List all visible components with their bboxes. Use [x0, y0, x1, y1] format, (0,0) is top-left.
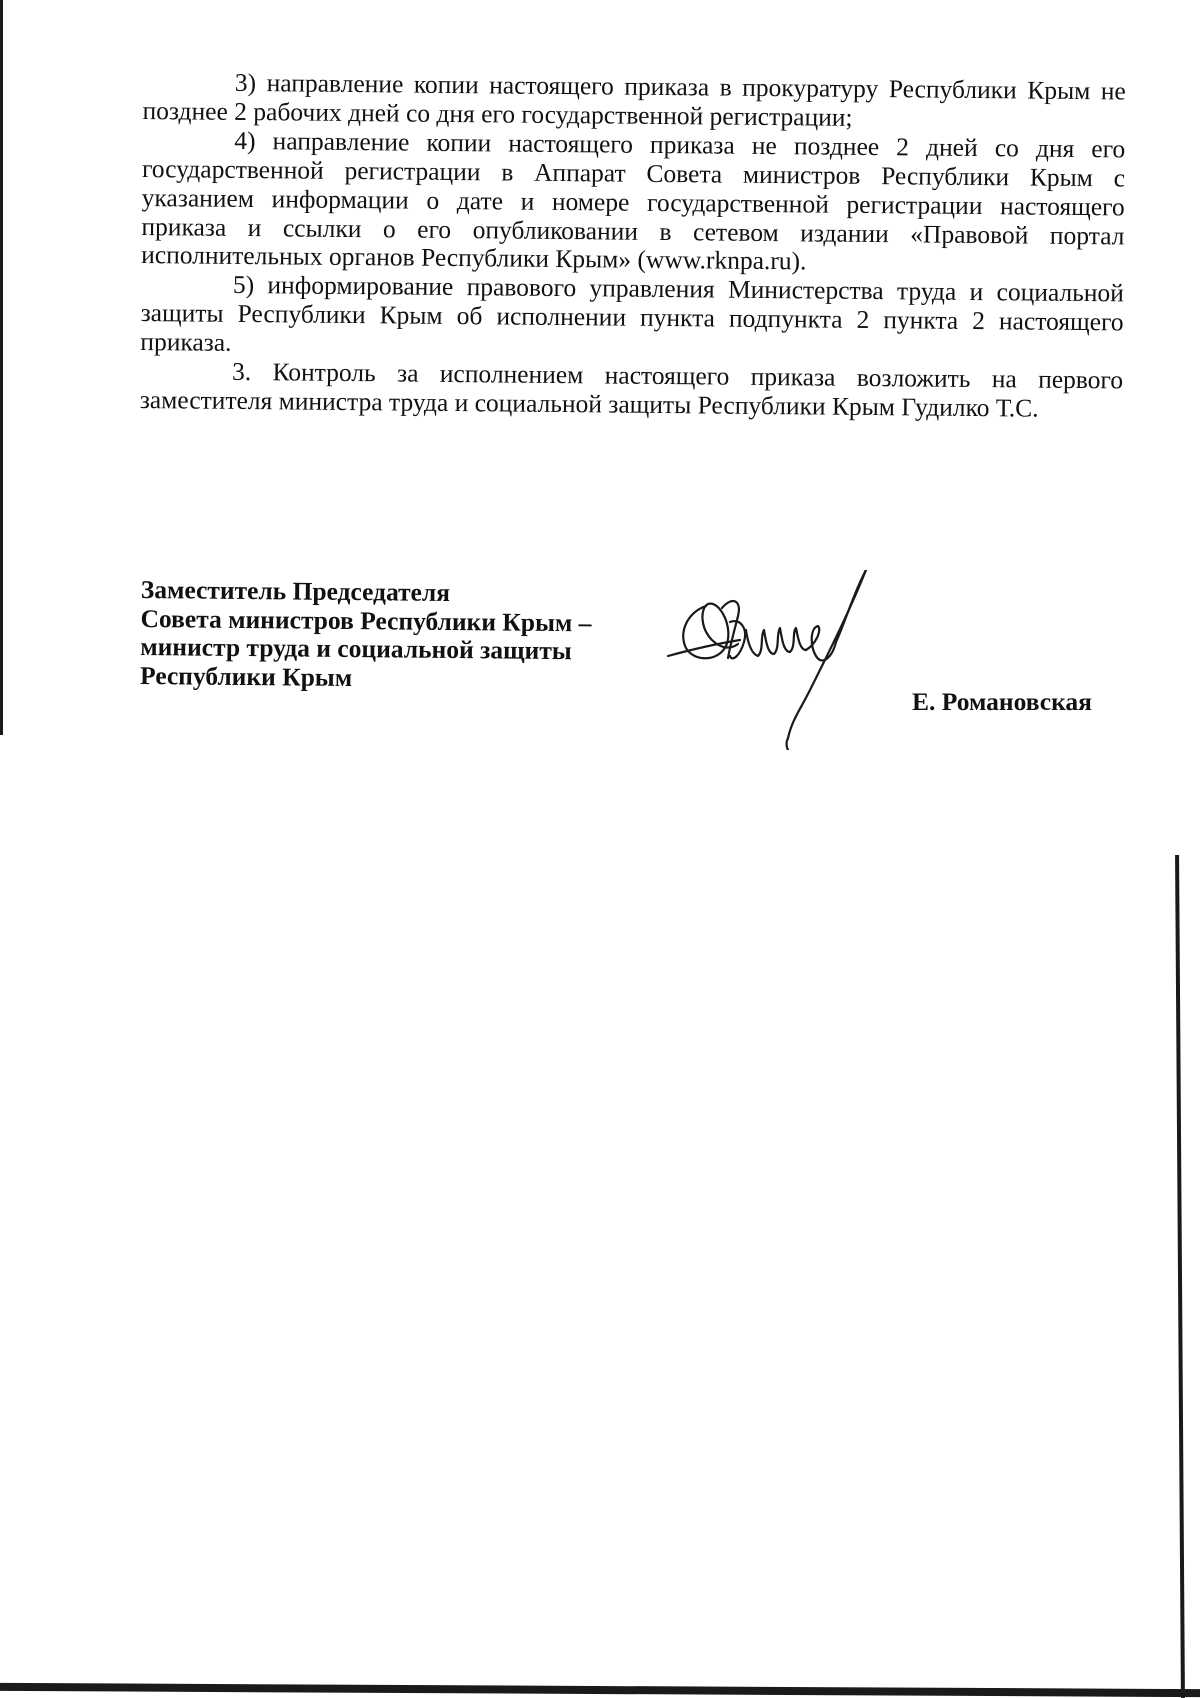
- signer-name: Е. Романовская: [912, 687, 1092, 716]
- handwritten-signature: [660, 570, 890, 750]
- signatory-position-line: министр труда и социальной защиты: [140, 631, 572, 666]
- order-body-text: [140, 68, 1126, 424]
- signatory-position-line: Заместитель Председателя: [140, 575, 451, 607]
- paragraph-control-clause: 3. Контроль за исполнением настоящего приказа возложить на первого заместителя министра труда и социальной защиты Республики Крым Гудилко Т.С.: [139, 356, 1124, 423]
- signatory-position-line: Республики Крым: [139, 660, 353, 692]
- paragraph-item-5: 5) информирование правового управления Министерства труда и социальной защиты Республики Крым об исполнении пункта подпункта 2 пункта 2 настоящего приказа.: [140, 270, 1125, 358]
- scan-right-edge: [1175, 855, 1185, 1698]
- scan-left-edge: [0, 0, 3, 735]
- paragraph-item-3: 3) направление копии настоящего приказа в прокуратуру Республики Крым не позднее 2 рабочих дней со дня его государственной регистрации;: [142, 67, 1126, 132]
- signatory-position: [140, 576, 681, 695]
- paragraph-item-4: 4) направление копии настоящего приказа не позднее 2 дней со дня его государственной регистрации в Аппарат Совета министров Республики Крым с указанием информации о дате и номере государственной регистрации настоящего приказа и ссылки о его опубликовании в сетевом издании «Правовой портал исполнительных органов Республики Крым» (www.rknpa.ru).: [141, 125, 1126, 276]
- scan-bottom-edge: [0, 1683, 1200, 1697]
- signatory-position-line: Совета министров Республики Крым –: [140, 603, 592, 637]
